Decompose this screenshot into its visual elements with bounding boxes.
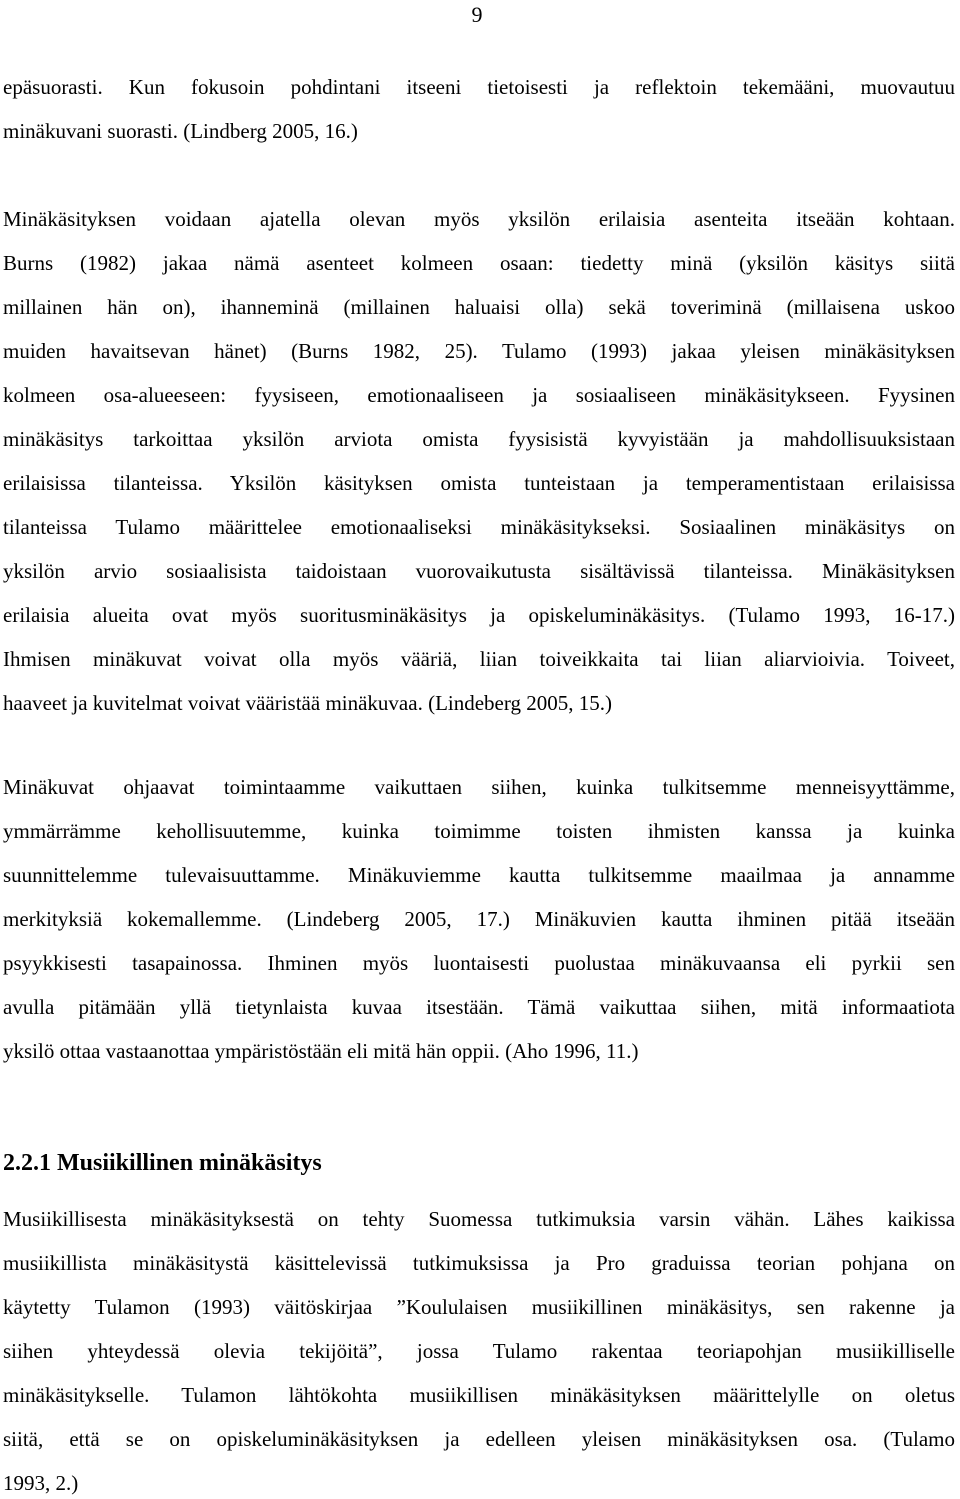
section-paragraph-line-3: käytetty Tulamon (1993) väitöskirjaa ”Koululaisen musiikillinen minäkäsitys, sen rakenne ja [3,1295,955,1319]
paragraph-2-line-11: Ihmisen minäkuvat voivat olla myös vääriä, liian toiveikkaita tai liian aliarvioivia. Toiveet, [3,647,955,671]
paragraph-2-line-7: erilaisissa tilanteissa. Yksilön käsityksen omista tunteistaan ja temperamentistaan erilaisissa [3,471,955,495]
paragraph-2-line-6: minäkäsitys tarkoittaa yksilön arviota omista fyysisistä kyvyistään ja mahdollisuuksistaan [3,427,955,451]
paragraph-2-line-4: muiden havaitsevan hänet) (Burns 1982, 25). Tulamo (1993) jakaa yleisen minäkäsityksen [3,339,955,363]
section-paragraph-line-4: siihen yhteydessä olevia tekijöitä”, jossa Tulamo rakentaa teoriapohjan musiikilliselle [3,1339,955,1363]
paragraph-3-line-2: ymmärrämme kehollisuutemme, kuinka toimimme toisten ihmisten kanssa ja kuinka [3,819,955,843]
section-heading: 2.2.1 Musiikillinen minäkäsitys [3,1150,322,1176]
paragraph-3-line-5: psyykkisesti tasapainossa. Ihminen myös luontaisesti puolustaa minäkuvaansa eli pyrkii sen [3,951,955,975]
paragraph-3-line-4: merkityksiä kokemallemme. (Lindeberg 2005, 17.) Minäkuvien kautta ihminen pitää itseään [3,907,955,931]
paragraph-1-line-1: epäsuorasti. Kun fokusoin pohdintani itseeni tietoisesti ja reflektoin tekemääni, muovautuu [3,75,955,99]
paragraph-2-line-8: tilanteissa Tulamo määrittelee emotionaaliseksi minäkäsitykseksi. Sosiaalinen minäkäsitys on [3,515,955,539]
section-paragraph-line-1: Musiikillisesta minäkäsityksestä on tehty Suomessa tutkimuksia varsin vähän. Lähes kaikissa [3,1207,955,1231]
section-paragraph-line-7: 1993, 2.) [3,1471,79,1495]
paragraph-2-line-10: erilaisia alueita ovat myös suoritusminäkäsitys ja opiskeluminäkäsitys. (Tulamo 1993, 16-17.) [3,603,955,627]
paragraph-2-line-1: Minäkäsityksen voidaan ajatella olevan myös yksilön erilaisia asenteita itseään kohtaan. [3,207,955,231]
section-paragraph-line-5: minäkäsitykselle. Tulamon lähtökohta musiikillisen minäkäsityksen määrittelylle on oletus [3,1383,955,1407]
paragraph-2-line-2: Burns (1982) jakaa nämä asenteet kolmeen osaan: tiedetty minä (yksilön käsitys siitä [3,251,955,275]
paragraph-2-line-12: haaveet ja kuvitelmat voivat vääristää minäkuvaa. (Lindeberg 2005, 15.) [3,691,612,715]
paragraph-3-line-7: yksilö ottaa vastaanottaa ympäristöstään eli mitä hän oppii. (Aho 1996, 11.) [3,1039,639,1063]
paragraph-2-line-5: kolmeen osa-alueeseen: fyysiseen, emotionaaliseen ja sosiaaliseen minäkäsitykseen. Fyysinen [3,383,955,407]
paragraph-2-line-3: millainen hän on), ihanneminä (millainen haluaisi olla) sekä toveriminä (millaisena uskoo [3,295,955,319]
page-number: 9 [471,2,483,27]
paragraph-3-line-6: avulla pitämään yllä tietynlaista kuvaa itsestään. Tämä vaikuttaa siihen, mitä informaatiota [3,995,955,1019]
paragraph-2-line-9: yksilön arvio sosiaalisista taidoistaan vuorovaikutusta sisältävissä tilanteissa. Minäkäsityksen [3,559,955,583]
section-paragraph-line-2: musiikillista minäkäsitystä käsittelevissä tutkimuksissa ja Pro graduissa teorian pohjana on [3,1251,955,1275]
paragraph-1-line-2: minäkuvani suorasti. (Lindberg 2005, 16.) [3,119,358,143]
paragraph-3-line-1: Minäkuvat ohjaavat toimintaamme vaikuttaen siihen, kuinka tulkitsemme menneisyyttämme, [3,775,955,799]
paragraph-3-line-3: suunnittelemme tulevaisuuttamme. Minäkuviemme kautta tulkitsemme maailmaa ja annamme [3,863,955,887]
section-paragraph-line-6: siitä, että se on opiskeluminäkäsityksen ja edelleen yleisen minäkäsityksen osa. (Tulamo [3,1427,955,1451]
